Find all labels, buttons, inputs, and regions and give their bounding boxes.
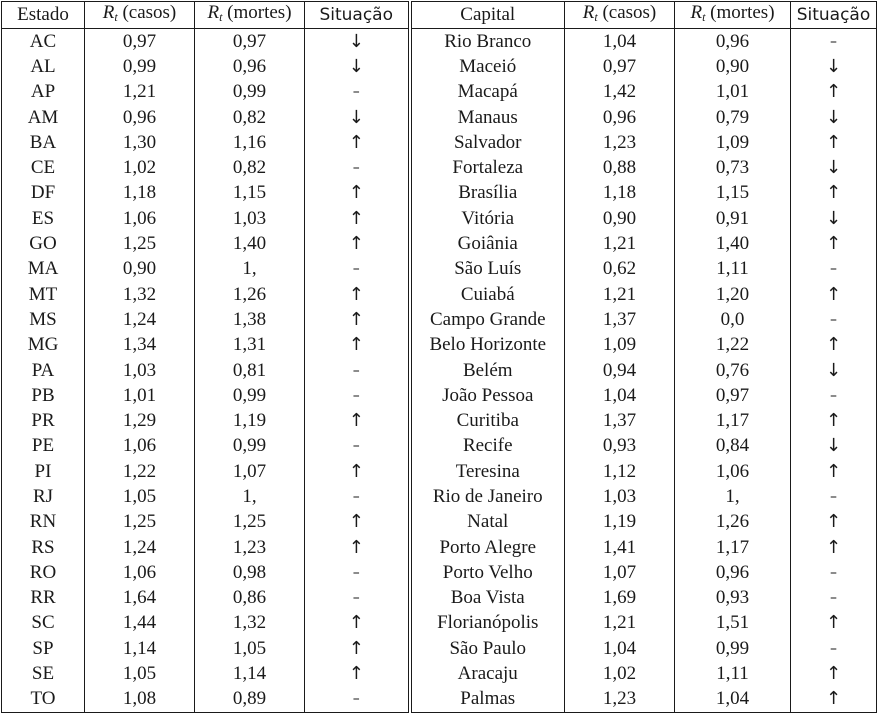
table-row [2,383,877,408]
cell-capital-rt-casos: 1,23 [565,687,675,713]
table-row [2,586,877,611]
arrow-up-icon: ↑ [305,181,410,206]
dash-icon: – [305,257,410,282]
cell-rt-casos: 1,22 [85,459,195,484]
table-row [2,408,877,433]
cell-rt-casos: 0,97 [85,29,195,55]
cell-capital-rt-mortes: 0,97 [675,383,791,408]
rt-subscript: t [114,10,118,24]
cell-capital-rt-mortes: 1,17 [675,535,791,560]
cell-capital: Aracaju [410,661,565,686]
arrow-down-icon: ↓ [305,54,410,79]
arrow-up-icon: ↑ [791,231,877,256]
cell-capital: Brasília [410,181,565,206]
arrow-up-icon: ↑ [791,282,877,307]
rt-casos-label: (casos) [602,2,657,23]
cell-rt-casos: 1,18 [85,181,195,206]
cell-rt-mortes: 0,96 [195,54,305,79]
cell-capital-rt-mortes: 1,22 [675,333,791,358]
cell-estado: SE [2,661,85,686]
cell-estado: PB [2,383,85,408]
cell-capital-rt-casos: 1,21 [565,611,675,636]
cell-rt-mortes: 0,99 [195,383,305,408]
arrow-down-icon: ↓ [791,358,877,383]
dash-icon: – [305,484,410,509]
table-row [2,282,877,307]
cell-capital: Belém [410,358,565,383]
table-row [2,687,877,713]
cell-rt-mortes: 1,03 [195,206,305,231]
arrow-up-icon: ↑ [791,611,877,636]
cell-rt-casos: 1,01 [85,383,195,408]
rt-casos-label: (casos) [122,2,177,23]
arrow-up-icon: ↑ [791,80,877,105]
cell-capital-rt-casos: 0,88 [565,155,675,180]
cell-capital-rt-mortes: 1,11 [675,661,791,686]
cell-rt-casos: 1,25 [85,231,195,256]
cell-rt-mortes: 1,26 [195,282,305,307]
table-row [2,434,877,459]
cell-capital: Manaus [410,105,565,130]
cell-capital-rt-mortes: 0,96 [675,29,791,55]
cell-capital-rt-casos: 0,94 [565,358,675,383]
arrow-up-icon: ↑ [305,130,410,155]
dash-icon: – [305,434,410,459]
arrow-down-icon: ↓ [791,54,877,79]
arrow-up-icon: ↑ [791,459,877,484]
dash-icon: – [791,29,877,55]
cell-estado: AL [2,54,85,79]
table-row [2,105,877,130]
cell-rt-casos: 1,64 [85,586,195,611]
cell-rt-mortes: 1,38 [195,307,305,332]
cell-capital-rt-mortes: 0,96 [675,560,791,585]
cell-capital-rt-casos: 1,21 [565,231,675,256]
cell-capital: Curitiba [410,408,565,433]
table-row [2,333,877,358]
cell-capital-rt-casos: 1,41 [565,535,675,560]
cell-capital-rt-mortes: 0,91 [675,206,791,231]
cell-rt-mortes: 0,82 [195,105,305,130]
cell-capital-rt-casos: 0,96 [565,105,675,130]
cell-rt-mortes: 1,25 [195,510,305,535]
cell-rt-mortes: 0,86 [195,586,305,611]
cell-capital: São Luís [410,257,565,282]
cell-capital-rt-mortes: 1,15 [675,181,791,206]
col-header-rt-mortes [195,2,305,29]
table-row [2,459,877,484]
table-row [2,257,877,282]
cell-rt-mortes: 1,14 [195,661,305,686]
cell-rt-mortes: 1, [195,484,305,509]
cell-capital-rt-mortes: 1,04 [675,687,791,713]
arrow-up-icon: ↑ [305,636,410,661]
cell-capital-rt-casos: 1,19 [565,510,675,535]
cell-capital-rt-casos: 1,04 [565,636,675,661]
cell-estado: RR [2,586,85,611]
table-row [2,661,877,686]
cell-estado: TO [2,687,85,713]
arrow-up-icon: ↑ [305,510,410,535]
cell-capital-rt-mortes: 1,26 [675,510,791,535]
cell-rt-mortes: 1,07 [195,459,305,484]
col-header-capital-rt-casos [565,2,675,29]
cell-capital-rt-mortes: 1,17 [675,408,791,433]
cell-capital: Recife [410,434,565,459]
cell-capital: Porto Velho [410,560,565,585]
arrow-up-icon: ↑ [791,181,877,206]
cell-estado: MS [2,307,85,332]
table-row [2,611,877,636]
cell-capital-rt-mortes: 1,51 [675,611,791,636]
arrow-down-icon: ↓ [305,29,410,55]
cell-capital-rt-mortes: 0,90 [675,54,791,79]
cell-rt-casos: 1,21 [85,80,195,105]
cell-capital-rt-mortes: 0,84 [675,434,791,459]
cell-rt-mortes: 1,40 [195,231,305,256]
table-row [2,307,877,332]
cell-capital-rt-mortes: 0,79 [675,105,791,130]
cell-rt-mortes: 1,31 [195,333,305,358]
rt-symbol: R [102,2,115,23]
cell-estado: MT [2,282,85,307]
cell-estado: RJ [2,484,85,509]
col-header-situacao: Situação [305,2,410,29]
arrow-up-icon: ↑ [791,130,877,155]
dash-icon: – [305,560,410,585]
cell-rt-mortes: 0,81 [195,358,305,383]
cell-capital-rt-casos: 1,03 [565,484,675,509]
col-header-capital-situacao: Situação [791,2,877,29]
cell-rt-casos: 0,96 [85,105,195,130]
cell-rt-casos: 0,90 [85,257,195,282]
cell-rt-mortes: 0,97 [195,29,305,55]
table-row [2,206,877,231]
cell-rt-mortes: 0,99 [195,80,305,105]
table-body [2,29,877,713]
cell-estado: AP [2,80,85,105]
rt-symbol: R [582,2,595,23]
cell-rt-mortes: 0,82 [195,155,305,180]
arrow-down-icon: ↓ [791,105,877,130]
dash-icon: – [791,484,877,509]
cell-estado: PE [2,434,85,459]
dash-icon: – [305,586,410,611]
cell-capital-rt-mortes: 0,0 [675,307,791,332]
rt-subscript: t [594,10,598,24]
arrow-up-icon: ↑ [791,510,877,535]
arrow-up-icon: ↑ [305,282,410,307]
table-row [2,130,877,155]
cell-estado: AM [2,105,85,130]
cell-rt-casos: 1,29 [85,408,195,433]
cell-rt-casos: 1,32 [85,282,195,307]
arrow-up-icon: ↑ [791,333,877,358]
arrow-up-icon: ↑ [305,661,410,686]
cell-capital-rt-casos: 1,18 [565,181,675,206]
arrow-up-icon: ↑ [791,661,877,686]
cell-estado: ES [2,206,85,231]
dash-icon: – [305,358,410,383]
cell-rt-casos: 1,24 [85,535,195,560]
cell-estado: SP [2,636,85,661]
cell-capital-rt-mortes: 1,11 [675,257,791,282]
cell-capital: Vitória [410,206,565,231]
dash-icon: – [791,383,877,408]
arrow-up-icon: ↑ [305,307,410,332]
arrow-up-icon: ↑ [791,408,877,433]
cell-rt-mortes: 0,99 [195,434,305,459]
cell-rt-casos: 1,02 [85,155,195,180]
table-row [2,636,877,661]
cell-estado: RO [2,560,85,585]
dash-icon: – [791,560,877,585]
cell-capital: Goiânia [410,231,565,256]
dash-icon: – [791,586,877,611]
dash-icon: – [791,257,877,282]
cell-rt-casos: 1,08 [85,687,195,713]
cell-capital: São Paulo [410,636,565,661]
cell-capital: Natal [410,510,565,535]
dash-icon: – [305,155,410,180]
cell-capital-rt-mortes: 0,76 [675,358,791,383]
cell-capital: Campo Grande [410,307,565,332]
cell-estado: CE [2,155,85,180]
cell-capital: João Pessoa [410,383,565,408]
dash-icon: – [791,307,877,332]
cell-rt-casos: 1,44 [85,611,195,636]
cell-rt-casos: 1,06 [85,206,195,231]
arrow-down-icon: ↓ [305,105,410,130]
cell-capital-rt-mortes: 1,20 [675,282,791,307]
cell-estado: DF [2,181,85,206]
table-row [2,510,877,535]
dash-icon: – [791,636,877,661]
cell-capital: Fortaleza [410,155,565,180]
rt-mortes-label: (mortes) [710,2,775,23]
cell-capital: Rio Branco [410,29,565,55]
cell-estado: GO [2,231,85,256]
arrow-up-icon: ↑ [791,535,877,560]
cell-capital-rt-casos: 0,97 [565,54,675,79]
cell-rt-casos: 1,14 [85,636,195,661]
arrow-up-icon: ↑ [305,231,410,256]
cell-rt-casos: 1,25 [85,510,195,535]
arrow-down-icon: ↓ [791,155,877,180]
arrow-up-icon: ↑ [305,611,410,636]
col-header-capital: Capital [410,2,565,29]
cell-capital-rt-mortes: 1,40 [675,231,791,256]
cell-estado: MA [2,257,85,282]
cell-rt-casos: 1,30 [85,130,195,155]
cell-rt-casos: 1,24 [85,307,195,332]
table-row [2,54,877,79]
table-row [2,484,877,509]
cell-capital-rt-casos: 1,37 [565,408,675,433]
cell-rt-casos: 1,05 [85,484,195,509]
cell-rt-casos: 1,03 [85,358,195,383]
cell-capital: Porto Alegre [410,535,565,560]
cell-estado: PA [2,358,85,383]
arrow-down-icon: ↓ [791,434,877,459]
cell-capital-rt-casos: 1,09 [565,333,675,358]
cell-capital: Teresina [410,459,565,484]
cell-capital: Rio de Janeiro [410,484,565,509]
table-row [2,80,877,105]
header-row [2,2,877,29]
cell-rt-mortes: 1,23 [195,535,305,560]
dash-icon: – [305,383,410,408]
rt-mortes-label: (mortes) [227,2,292,23]
cell-capital-rt-casos: 1,37 [565,307,675,332]
table-row [2,358,877,383]
cell-rt-mortes: 0,98 [195,560,305,585]
cell-capital-rt-mortes: 1,06 [675,459,791,484]
col-header-rt-casos [85,2,195,29]
arrow-up-icon: ↑ [791,687,877,713]
cell-capital-rt-casos: 0,93 [565,434,675,459]
cell-capital-rt-casos: 1,02 [565,661,675,686]
cell-capital-rt-casos: 1,42 [565,80,675,105]
cell-rt-casos: 0,99 [85,54,195,79]
dash-icon: – [305,687,410,713]
cell-capital: Belo Horizonte [410,333,565,358]
table-row [2,29,877,55]
cell-capital: Florianópolis [410,611,565,636]
cell-estado: RN [2,510,85,535]
cell-capital: Boa Vista [410,586,565,611]
cell-estado: RS [2,535,85,560]
rt-subscript: t [702,10,706,24]
cell-capital-rt-casos: 1,12 [565,459,675,484]
table-row [2,560,877,585]
cell-capital-rt-casos: 1,04 [565,383,675,408]
cell-rt-casos: 1,06 [85,434,195,459]
cell-rt-mortes: 1,16 [195,130,305,155]
arrow-up-icon: ↑ [305,333,410,358]
cell-capital-rt-mortes: 0,93 [675,586,791,611]
cell-capital-rt-casos: 1,04 [565,29,675,55]
cell-rt-mortes: 0,89 [195,687,305,713]
cell-rt-casos: 1,05 [85,661,195,686]
cell-capital: Salvador [410,130,565,155]
cell-estado: PI [2,459,85,484]
arrow-up-icon: ↑ [305,459,410,484]
arrow-up-icon: ↑ [305,408,410,433]
cell-capital-rt-casos: 1,23 [565,130,675,155]
cell-capital-rt-mortes: 1,09 [675,130,791,155]
cell-estado: SC [2,611,85,636]
table-row [2,155,877,180]
cell-capital-rt-casos: 0,62 [565,257,675,282]
cell-estado: PR [2,408,85,433]
cell-rt-mortes: 1,19 [195,408,305,433]
cell-rt-casos: 1,34 [85,333,195,358]
cell-rt-mortes: 1,15 [195,181,305,206]
col-header-estado: Estado [2,2,85,29]
arrow-up-icon: ↑ [305,535,410,560]
rt-table [1,1,877,713]
cell-capital: Cuiabá [410,282,565,307]
cell-rt-mortes: 1, [195,257,305,282]
cell-rt-casos: 1,06 [85,560,195,585]
cell-capital-rt-mortes: 1, [675,484,791,509]
cell-capital-rt-mortes: 0,73 [675,155,791,180]
cell-estado: BA [2,130,85,155]
rt-subscript: t [219,10,223,24]
cell-estado: AC [2,29,85,55]
cell-capital-rt-casos: 1,07 [565,560,675,585]
cell-capital-rt-mortes: 0,99 [675,636,791,661]
table-row [2,231,877,256]
cell-rt-mortes: 1,05 [195,636,305,661]
cell-estado: MG [2,333,85,358]
rt-symbol: R [690,2,703,23]
cell-rt-mortes: 1,32 [195,611,305,636]
cell-capital-rt-mortes: 1,01 [675,80,791,105]
cell-capital: Maceió [410,54,565,79]
cell-capital: Macapá [410,80,565,105]
dash-icon: – [305,80,410,105]
table-row [2,181,877,206]
arrow-down-icon: ↓ [791,206,877,231]
rt-symbol: R [207,2,220,23]
cell-capital-rt-casos: 1,21 [565,282,675,307]
cell-capital: Palmas [410,687,565,713]
arrow-up-icon: ↑ [305,206,410,231]
table-row [2,535,877,560]
col-header-capital-rt-mortes [675,2,791,29]
cell-capital-rt-casos: 1,69 [565,586,675,611]
cell-capital-rt-casos: 0,90 [565,206,675,231]
